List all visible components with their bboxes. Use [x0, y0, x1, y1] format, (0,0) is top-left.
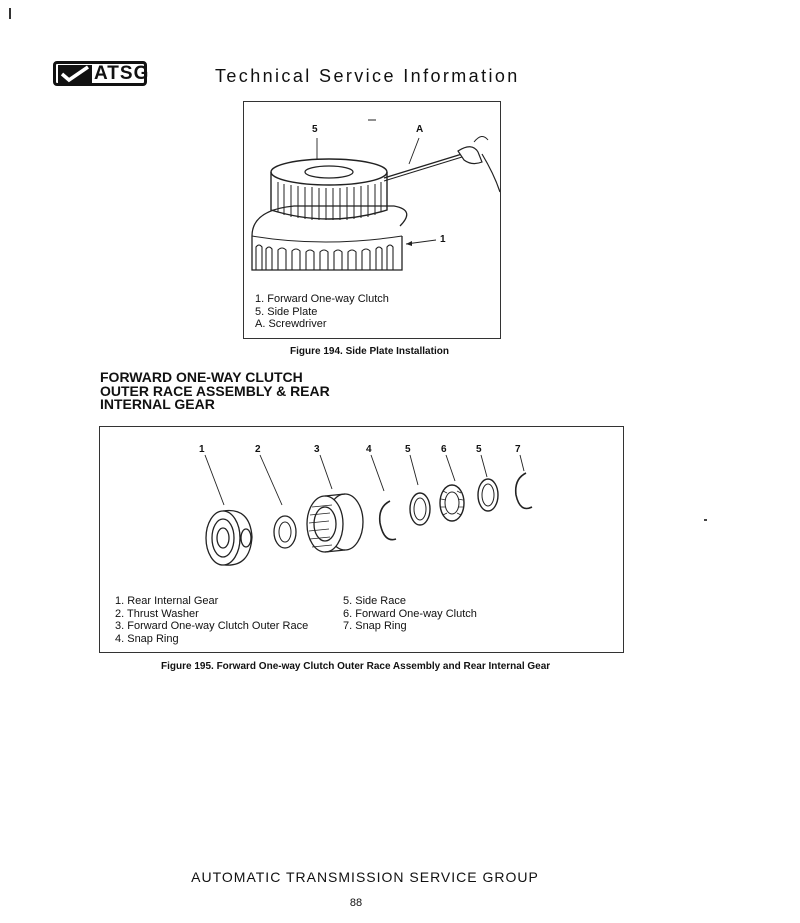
scan-speck: [704, 519, 707, 521]
heading-line: INTERNAL GEAR: [100, 396, 215, 412]
section-heading: [100, 371, 330, 412]
callout-5: 5: [312, 124, 318, 135]
legend-item: A. Screwdriver: [255, 318, 327, 330]
figure-195-legend-left: [115, 595, 308, 645]
legend-item: 1. Rear Internal Gear: [115, 595, 219, 607]
callout-2: 2: [255, 444, 261, 455]
figure-194-legend: [255, 293, 389, 331]
legend-item: 1. Forward One-way Clutch: [255, 293, 389, 305]
callout-1: 1: [440, 234, 446, 245]
callout-4: 4: [366, 444, 372, 455]
callout-1: 1: [199, 444, 205, 455]
legend-item: 3. Forward One-way Clutch Outer Race: [115, 620, 309, 632]
figure-195-legend-right: [343, 595, 477, 633]
callout-a: A: [416, 124, 424, 135]
page-corner-mark: [9, 8, 11, 19]
figure-194-box: [243, 101, 501, 339]
legend-item: 5. Side Plate: [255, 305, 318, 318]
logo-text: ATSG: [94, 63, 150, 84]
callout-3: 3: [314, 444, 320, 455]
page-number: 88: [349, 897, 363, 909]
heading-line: FORWARD ONE-WAY CLUTCH: [100, 369, 303, 385]
callout-5: 5: [405, 444, 411, 455]
legend-item: 2. Thrust Washer: [115, 607, 199, 620]
checkmark-logo-icon: [58, 65, 92, 83]
figure-194-caption: Figure 194. Side Plate Installation: [290, 346, 449, 357]
legend-item: 5. Side Race: [343, 595, 406, 607]
figure-195-caption: Figure 195. Forward One-way Clutch Outer Race Assembly and Rear Internal Gear: [161, 661, 551, 672]
figure-195-box: [99, 426, 624, 653]
atsg-logo: [53, 61, 150, 86]
callout-5b: 5: [476, 444, 482, 455]
heading-line: OUTER RACE ASSEMBLY & REAR: [100, 382, 330, 399]
legend-item: 4. Snap Ring: [115, 632, 179, 645]
callout-7: 7: [515, 444, 521, 455]
callout-6: 6: [441, 444, 447, 455]
footer-org: AUTOMATIC TRANSMISSION SERVICE GROUP: [191, 869, 539, 885]
header-title: Technical Service Information: [215, 66, 520, 86]
legend-item: 7. Snap Ring: [343, 620, 407, 632]
legend-item: 6. Forward One-way Clutch: [343, 607, 477, 620]
